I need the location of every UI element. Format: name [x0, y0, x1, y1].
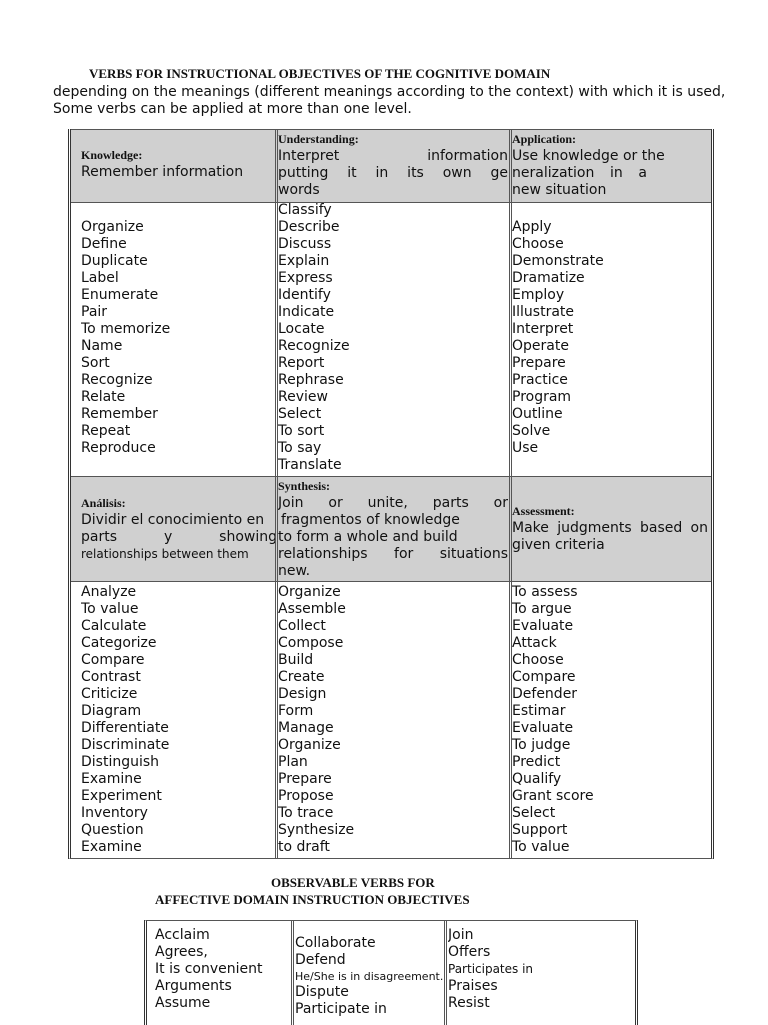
understanding-desc-line-2: putting it in its own ge: [278, 165, 508, 181]
list-item: To assess: [512, 584, 578, 600]
list-item: Analyze: [81, 584, 137, 600]
synthesis-header-content: [278, 478, 508, 580]
affective-col-1: [155, 927, 291, 1012]
list-item: Recognize: [278, 338, 350, 354]
list-item: Prepare: [278, 771, 332, 787]
list-item: Organize: [278, 584, 341, 600]
assessment-desc-line-2: given criteria: [512, 537, 605, 553]
assessment-verbs: [512, 584, 708, 856]
list-item: Participate in: [295, 1001, 387, 1017]
affective-col-2: [295, 935, 443, 1018]
list-item: Locate: [278, 321, 325, 337]
list-item: Choose: [512, 652, 564, 668]
list-item: Report: [278, 355, 325, 371]
analysis-desc-line-2: parts y showing: [81, 529, 277, 545]
list-item: Choose: [512, 236, 564, 252]
list-item: Resist: [448, 995, 490, 1011]
list-item: Plan: [278, 754, 308, 770]
list-item: Select: [512, 805, 556, 821]
list-item: Express: [278, 270, 333, 286]
list-item: Agrees,: [155, 944, 208, 960]
list-item: Illustrate: [512, 304, 575, 320]
list-item: Diagram: [81, 703, 142, 719]
list-item: Synthesize: [278, 822, 355, 838]
synthesis-desc-line-4: relationships for situations: [278, 546, 508, 562]
list-item: Solve: [512, 423, 551, 439]
column-divider: [509, 129, 512, 858]
analysis-verbs: [81, 584, 277, 856]
list-item: Review: [278, 389, 328, 405]
knowledge-title: Knowledge:: [81, 148, 143, 162]
list-item: Outline: [512, 406, 563, 422]
list-item: Organize: [278, 737, 341, 753]
understanding-verbs: [278, 202, 508, 474]
list-item: Prepare: [512, 355, 566, 371]
intro-line-2: Some verbs can be applied at more than one level.: [53, 101, 412, 117]
list-item: Identify: [278, 287, 331, 303]
list-item: Assume: [155, 995, 211, 1011]
list-item: To value: [512, 839, 570, 855]
list-item: Inventory: [81, 805, 148, 821]
list-item: Discuss: [278, 236, 332, 252]
synthesis-desc-line-1: Join or unite, parts or: [278, 495, 508, 511]
list-item: Indicate: [278, 304, 335, 320]
list-item: To judge: [512, 737, 571, 753]
list-item: Remember: [81, 406, 158, 422]
column-divider: [275, 129, 278, 858]
list-item: Predict: [512, 754, 561, 770]
list-item: Form: [278, 703, 314, 719]
application-desc-line-1: Use knowledge or the: [512, 148, 665, 164]
list-item: Estimar: [512, 703, 566, 719]
assessment-header-content: [512, 503, 708, 554]
list-item: Translate: [278, 457, 342, 473]
list-item: Collaborate: [295, 935, 376, 951]
list-item: Criticize: [81, 686, 138, 702]
list-item: Offers: [448, 944, 491, 960]
list-item: Discriminate: [81, 737, 170, 753]
synthesis-title: Synthesis:: [278, 479, 331, 493]
list-item: Support: [512, 822, 568, 838]
page-title: VERBS FOR INSTRUCTIONAL OBJECTIVES OF THE COGNITIVE DOMAIN: [89, 66, 551, 81]
list-item: It is convenient: [155, 961, 263, 977]
list-item: Relate: [81, 389, 126, 405]
list-item: to draft: [278, 839, 330, 855]
understanding-desc-line-1: [278, 148, 508, 165]
list-item: Design: [278, 686, 327, 702]
list-item: Acclaim: [155, 927, 210, 943]
analysis-desc-line-3: relationships between them: [81, 547, 249, 561]
list-item: To sort: [278, 423, 325, 439]
list-item: Reproduce: [81, 440, 156, 456]
synthesis-verbs: [278, 584, 508, 856]
list-item: Defender: [512, 686, 578, 702]
affective-verbs-table: [144, 920, 638, 1025]
column-divider: [291, 921, 294, 1025]
list-item: Program: [512, 389, 572, 405]
list-item: He/She is in disagreement.: [295, 970, 443, 983]
cognitive-verbs-table: [68, 129, 714, 859]
list-item: Classify: [278, 202, 332, 218]
understanding-desc-word-b: information: [427, 148, 508, 164]
intro-line-1: depending on the meanings (different meanings according to the context) with which it is used,: [53, 84, 726, 100]
list-item: Evaluate: [512, 618, 574, 634]
list-item: Praises: [448, 978, 498, 994]
list-item: Select: [278, 406, 322, 422]
application-verbs: [512, 219, 708, 457]
synthesis-desc-line-2: fragmentos of knowledge: [281, 512, 460, 528]
list-item: Contrast: [81, 669, 141, 685]
application-title: Application:: [512, 132, 577, 146]
list-item: Differentiate: [81, 720, 169, 736]
list-item: Enumerate: [81, 287, 159, 303]
list-item: Collect: [278, 618, 326, 634]
assessment-title: Assessment:: [512, 504, 575, 518]
list-item: Dramatize: [512, 270, 585, 286]
list-item: Join: [448, 927, 474, 943]
list-item: Propose: [278, 788, 334, 804]
list-item: Arguments: [155, 978, 232, 994]
knowledge-desc: Remember information: [81, 164, 244, 180]
assessment-desc-line-1: Make judgments based on: [512, 520, 708, 536]
list-item: Apply: [512, 219, 552, 235]
list-item: Sort: [81, 355, 110, 371]
list-item: Practice: [512, 372, 568, 388]
understanding-title: Understanding:: [278, 132, 359, 146]
list-item: Describe: [278, 219, 340, 235]
list-item: Calculate: [81, 618, 147, 634]
analysis-title: Análisis:: [81, 496, 126, 510]
list-item: Duplicate: [81, 253, 148, 269]
list-item: Question: [81, 822, 144, 838]
list-item: Manage: [278, 720, 334, 736]
list-item: Operate: [512, 338, 569, 354]
list-item: Employ: [512, 287, 565, 303]
list-item: Categorize: [81, 635, 157, 651]
analysis-desc-line-1: Dividir el conocimiento en: [81, 512, 265, 528]
list-item: Demonstrate: [512, 253, 604, 269]
list-item: Define: [81, 236, 127, 252]
list-item: Distinguish: [81, 754, 160, 770]
affective-title-line-2: AFFECTIVE DOMAIN INSTRUCTION OBJECTIVES: [155, 892, 470, 907]
list-item: Label: [81, 270, 119, 286]
column-divider: [444, 921, 447, 1025]
application-desc-line-2: neralization in a: [512, 165, 647, 181]
list-item: Interpret: [512, 321, 574, 337]
list-item: Build: [278, 652, 314, 668]
list-item: Pair: [81, 304, 108, 320]
list-item: Experiment: [81, 788, 162, 804]
synthesis-desc-line-3: to form a whole and build: [278, 529, 458, 545]
list-item: To say: [278, 440, 322, 456]
analysis-header-content: [81, 495, 277, 563]
application-header-content: [512, 131, 708, 199]
list-item: Attack: [512, 635, 557, 651]
list-item: Use: [512, 440, 539, 456]
list-item: Grant score: [512, 788, 594, 804]
list-item: Explain: [278, 253, 330, 269]
understanding-desc-line-3: words: [278, 182, 320, 198]
list-item: To argue: [512, 601, 572, 617]
list-item: Name: [81, 338, 123, 354]
list-item: Create: [278, 669, 325, 685]
list-item: To memorize: [81, 321, 171, 337]
understanding-desc-word-a: Interpret: [278, 148, 340, 164]
knowledge-header-content: [81, 147, 277, 181]
synthesis-desc-line-5: new.: [278, 563, 311, 579]
list-item: Evaluate: [512, 720, 574, 736]
list-item: Participates in: [448, 962, 534, 976]
intro-text: [53, 84, 753, 118]
list-item: Assemble: [278, 601, 346, 617]
list-item: Compare: [81, 652, 145, 668]
list-item: Organize: [81, 219, 144, 235]
list-item: Repeat: [81, 423, 131, 439]
affective-col-3: [448, 927, 628, 1012]
list-item: Examine: [81, 839, 142, 855]
list-item: Recognize: [81, 372, 153, 388]
list-item: Qualify: [512, 771, 562, 787]
list-item: To trace: [278, 805, 334, 821]
understanding-header-content: [278, 131, 508, 199]
list-item: Defend: [295, 952, 346, 968]
application-desc-line-3: new situation: [512, 182, 607, 198]
list-item: Rephrase: [278, 372, 344, 388]
knowledge-verbs: [81, 219, 277, 457]
affective-title-line-1: OBSERVABLE VERBS FOR: [271, 875, 435, 890]
list-item: Compare: [512, 669, 576, 685]
list-item: Examine: [81, 771, 142, 787]
list-item: Compose: [278, 635, 344, 651]
list-item: To value: [81, 601, 139, 617]
list-item: Dispute: [295, 984, 349, 1000]
